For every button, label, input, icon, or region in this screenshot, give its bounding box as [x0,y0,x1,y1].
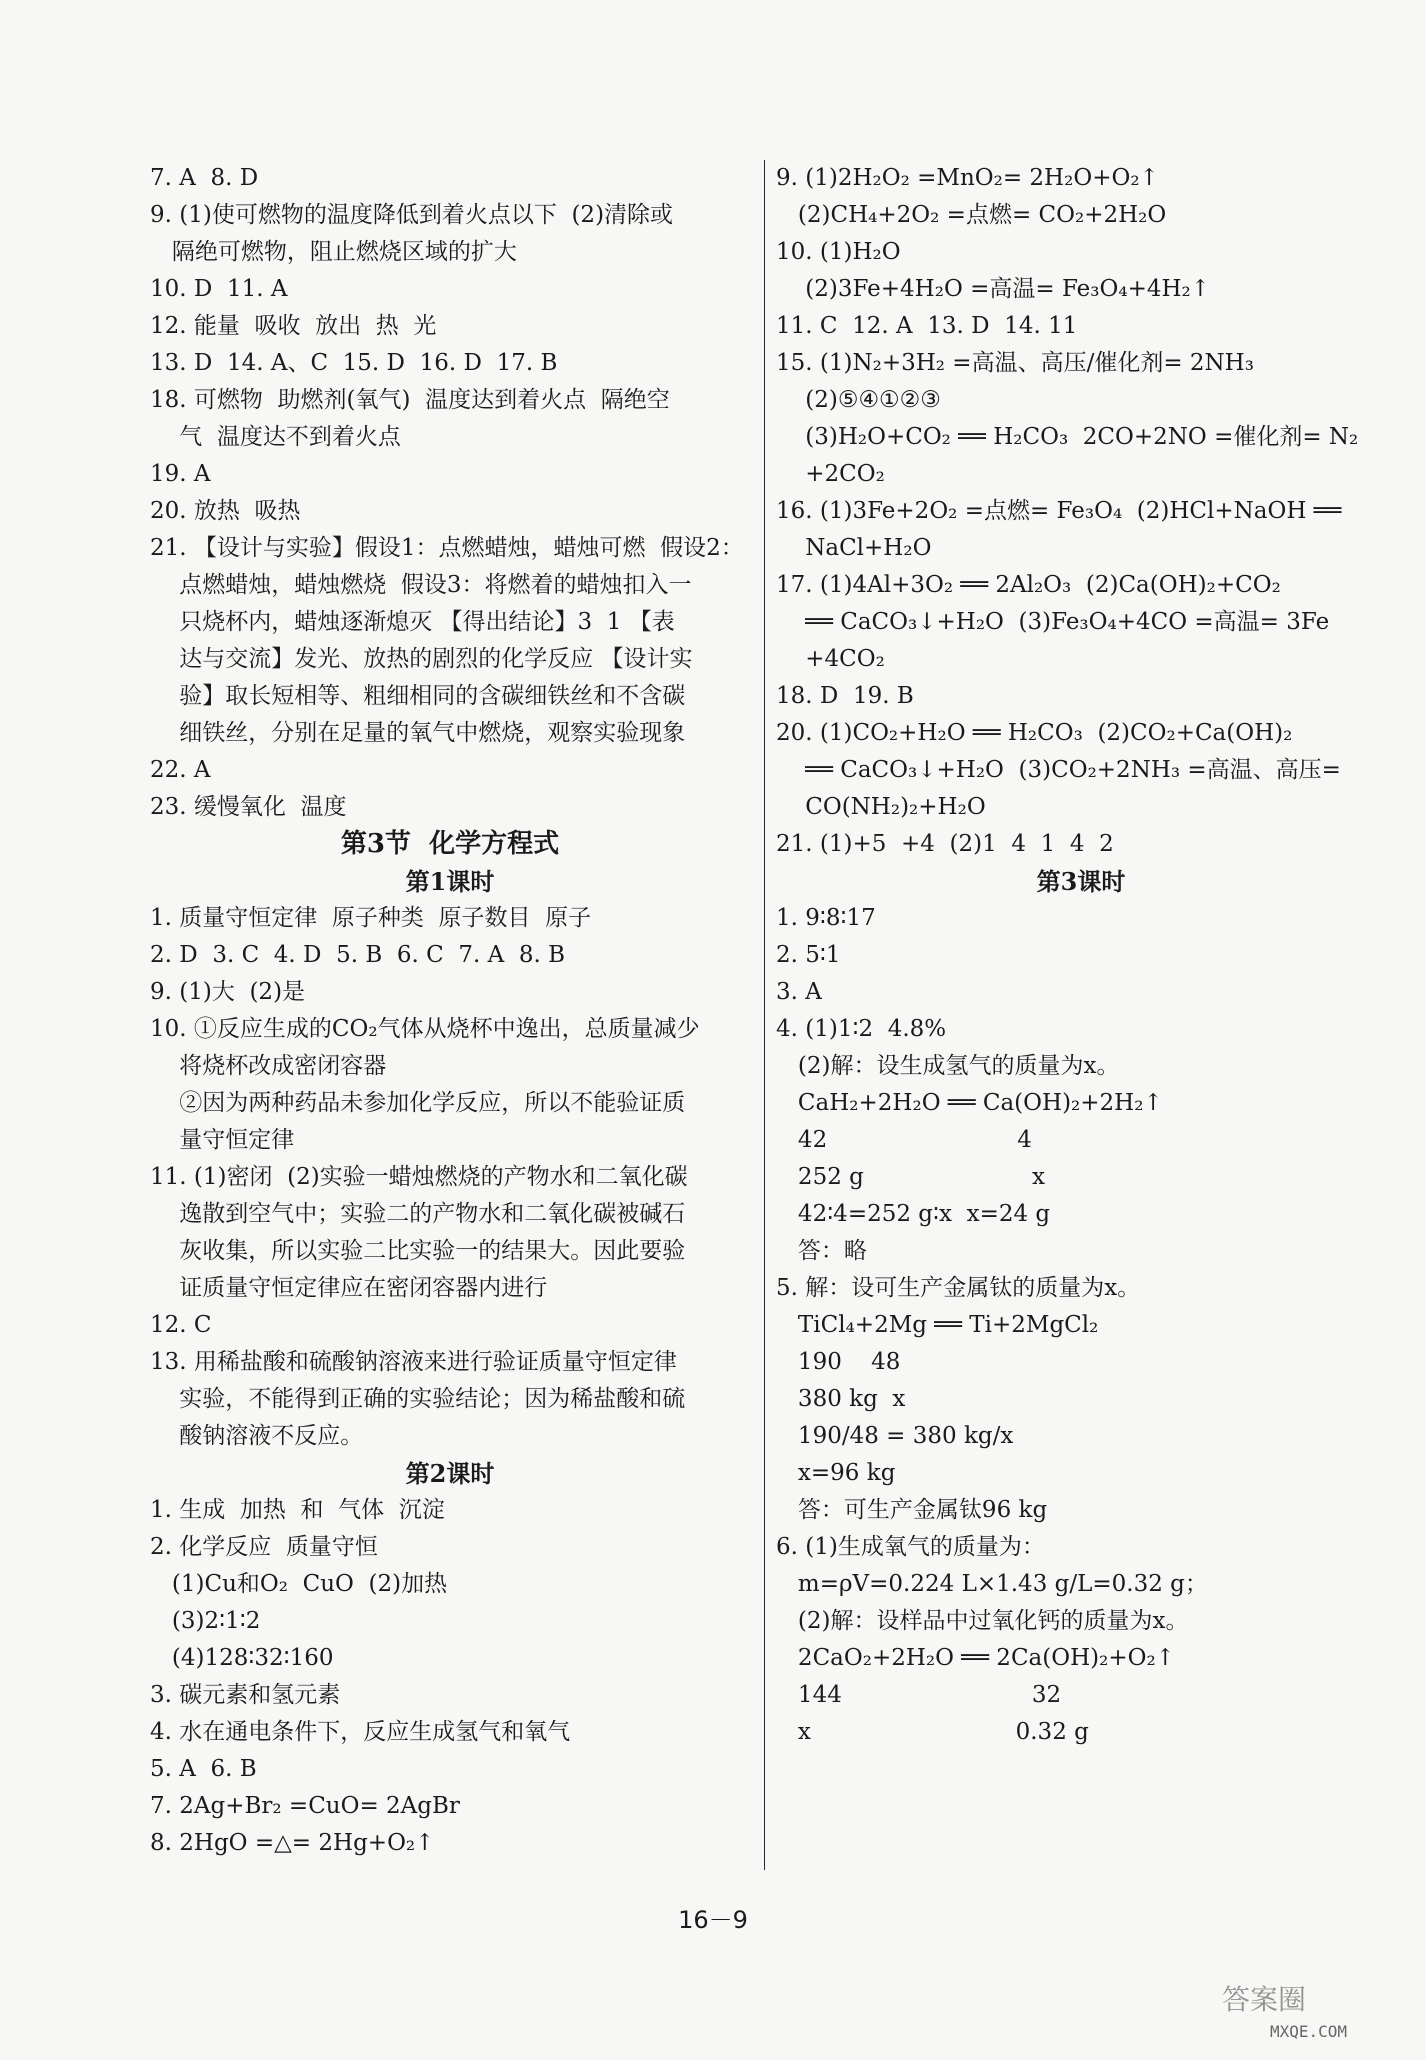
lesson-heading: 第1课时 [405,867,495,896]
answer-line: 4. (1)1∶2 4.8% [776,1016,947,1042]
answer-line: 1. 质量守恒定律 原子种类 原子数目 原子 [150,905,592,931]
answer-line: 20. 放热 吸热 [150,498,301,524]
answer-line: 答：略 [776,1238,867,1264]
page-number: 16－9 [678,1906,748,1934]
answer-line: 7. A 8. D [150,165,259,191]
answer-line: 2. 5∶1 [776,942,841,968]
section-heading: 第3节 化学方程式 [340,829,560,859]
answer-line: 8. 2HgO =△= 2Hg+O₂↑ [150,1830,435,1856]
answer-line: 18. 可燃物 助燃剂(氧气) 温度达到着火点 隔绝空 [150,387,670,413]
answer-line: 9. (1)使可燃物的温度降低到着火点以下 (2)清除或 [150,202,674,228]
answer-line: 20. (1)CO₂+H₂O ══ H₂CO₃ (2)CO₂+Ca(OH)₂ [776,720,1293,746]
answer-line: 将烧杯改成密闭容器 [150,1053,387,1079]
answer-line: 21. (1)+5 +4 (2)1 4 1 4 2 [776,831,1114,857]
answer-line: (3)H₂O+CO₂ ══ H₂CO₃ 2CO+2NO =催化剂= N₂ [776,424,1359,450]
answer-line: 18. D 19. B [776,683,914,709]
answer-line: 7. 2Ag+Br₂ =CuO= 2AgBr [150,1793,460,1819]
answer-line: (1)Cu和O₂ CuO (2)加热 [150,1571,448,1597]
answer-line: 190 48 [776,1349,901,1375]
answer-line: (2)3Fe+4H₂O =高温= Fe₃O₄+4H₂↑ [776,276,1211,302]
answer-line: x=96 kg [776,1460,896,1486]
answer-line: 答：可生产金属钛96 kg [776,1497,1048,1523]
column-divider [764,160,765,1870]
answer-line: 17. (1)4Al+3O₂ ══ 2Al₂O₃ (2)Ca(OH)₂+CO₂ [776,572,1281,598]
answer-line: 1. 9∶8∶17 [776,905,876,931]
lesson-heading: 第2课时 [405,1459,495,1488]
answer-line: 证质量守恒定律应在密闭容器内进行 [150,1275,548,1301]
answer-line: 酸钠溶液不反应。 [150,1423,364,1449]
answer-line: 逸散到空气中；实验二的产物水和二氧化碳被碱石 [150,1201,686,1227]
answer-line: 验】取长短相等、粗细相同的含碳细铁丝和不含碳 [150,683,686,709]
right-answer-column [776,160,1386,1751]
answer-line: 灰收集，所以实验二比实验一的结果大。因此要验 [150,1238,686,1264]
answer-line: 6. (1)生成氧气的质量为： [776,1534,1045,1560]
answer-line: (4)128∶32∶160 [150,1645,334,1671]
answer-line: 22. A [150,757,211,783]
answer-line: 11. C 12. A 13. D 14. 11 [776,313,1078,339]
answer-line: 16. (1)3Fe+2O₂ =点燃= Fe₃O₄ (2)HCl+NaOH ══ [776,498,1342,524]
answer-line: 气 温度达不到着火点 [150,424,401,450]
answer-line: 1. 生成 加热 和 气体 沉淀 [150,1497,445,1523]
answer-line: CaH₂+2H₂O ══ Ca(OH)₂+2H₂↑ [776,1090,1163,1116]
answer-line: 2. 化学反应 质量守恒 [150,1534,378,1560]
answer-line: 3. A [776,979,822,1005]
answer-line: ══ CaCO₃↓+H₂O (3)Fe₃O₄+4CO =高温= 3Fe [776,609,1330,635]
answer-line: 5. 解：设可生产金属钛的质量为x。 [776,1275,1141,1301]
answer-line: (2)解：设样品中过氧化钙的质量为x。 [776,1608,1189,1634]
answer-line: 42∶4=252 g∶x x=24 g [776,1201,1051,1227]
answer-line: x 0.32 g [776,1719,1089,1745]
lesson-heading: 第3课时 [1036,867,1126,896]
answer-line: 2. D 3. C 4. D 5. B 6. C 7. A 8. B [150,942,566,968]
answer-line: 只烧杯内，蜡烛逐渐熄灭 【得出结论】3 1 【表 [150,609,675,635]
answer-line: 10. (1)H₂O [776,239,901,265]
answer-line: 达与交流】发光、放热的剧烈的化学反应 【设计实 [150,646,693,672]
answer-line: 190/48 = 380 kg/x [776,1423,1014,1449]
answer-line: 13. D 14. A、C 15. D 16. D 17. B [150,350,558,376]
answer-line: 23. 缓慢氧化 温度 [150,794,347,820]
answer-line: 19. A [150,461,211,487]
answer-line: 144 32 [776,1682,1062,1708]
answer-line: 实验，不能得到正确的实验结论；因为稀盐酸和硫 [150,1386,686,1412]
watermark-logo: 答案圈 [1222,1983,1307,2016]
answer-line: 2CaO₂+2H₂O ══ 2Ca(OH)₂+O₂↑ [776,1645,1175,1671]
answer-line: 10. D 11. A [150,276,288,302]
watermark-url: MXQE.COM [1270,2022,1348,2041]
answer-line: TiCl₄+2Mg ══ Ti+2MgCl₂ [776,1312,1099,1338]
answer-line: (2)⑤④①②③ [776,387,941,413]
answer-line: ②因为两种药品未参加化学反应，所以不能验证质 [150,1090,686,1116]
answer-line: 量守恒定律 [150,1127,295,1153]
answer-line: 252 g x [776,1164,1045,1190]
answer-line: 11. (1)密闭 (2)实验一蜡烛燃烧的产物水和二氧化碳 [150,1164,688,1190]
answer-line: 12. C [150,1312,212,1338]
answer-line: (2)CH₄+2O₂ =点燃= CO₂+2H₂O [776,202,1167,228]
answer-line: 10. ①反应生成的CO₂气体从烧杯中逸出，总质量减少 [150,1016,700,1042]
answer-line: +2CO₂ [776,461,885,487]
left-answer-column [150,160,750,1862]
answer-line: 5. A 6. B [150,1756,257,1782]
answer-line: 15. (1)N₂+3H₂ =高温、高压/催化剂= 2NH₃ [776,350,1254,376]
answer-line: (2)解：设生成氢气的质量为x。 [776,1053,1120,1079]
answer-line: CO(NH₂)₂+H₂O [776,794,986,820]
answer-line: 3. 碳元素和氢元素 [150,1682,341,1708]
answer-line: 380 kg x [776,1386,906,1412]
answer-line: 21. 【设计与实验】假设1：点燃蜡烛，蜡烛可燃 假设2： [150,535,744,561]
answer-line: (3)2∶1∶2 [150,1608,261,1634]
answer-line: 4. 水在通电条件下，反应生成氢气和氧气 [150,1719,571,1745]
answer-line: NaCl+H₂O [776,535,932,561]
answer-line: 细铁丝，分别在足量的氧气中燃烧，观察实验现象 [150,720,686,746]
answer-line: 9. (1)2H₂O₂ =MnO₂= 2H₂O+O₂↑ [776,165,1159,191]
answer-line: 13. 用稀盐酸和硫酸钠溶液来进行验证质量守恒定律 [150,1349,677,1375]
answer-line: m=ρV=0.224 L×1.43 g/L=0.32 g； [776,1571,1208,1597]
answer-line: 12. 能量 吸收 放出 热 光 [150,313,437,339]
answer-line: ══ CaCO₃↓+H₂O (3)CO₂+2NH₃ =高温、高压= [776,757,1341,783]
answer-line: 42 4 [776,1127,1032,1153]
answer-line: 点燃蜡烛，蜡烛燃烧 假设3：将燃着的蜡烛扣入一 [150,572,692,598]
answer-line: +4CO₂ [776,646,885,672]
answer-line: 隔绝可燃物，阻止燃烧区域的扩大 [150,239,517,265]
answer-line: 9. (1)大 (2)是 [150,979,306,1005]
